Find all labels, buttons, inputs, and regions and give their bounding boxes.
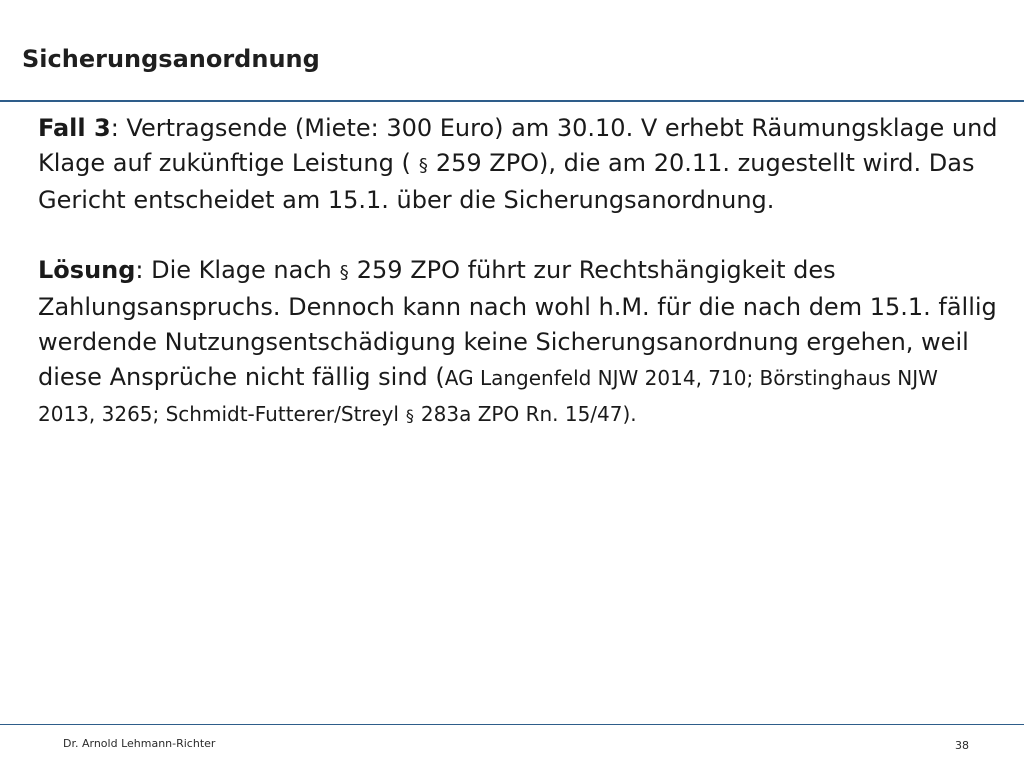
solution-label: Lösung bbox=[38, 256, 136, 284]
case-text-part-1: : Vertragsende (Miete: 300 Euro) am 30.10. V erhebt Räumungsklage und Klage auf zukünftige Leistung ( bbox=[38, 114, 998, 177]
case-paragraph bbox=[38, 111, 998, 218]
slide-body bbox=[38, 111, 998, 433]
case-label: Fall 3 bbox=[38, 114, 111, 142]
solution-text-part-1: : Die Klage nach bbox=[135, 256, 332, 284]
citation-part-1: AG Langenfeld NJW 2014, 710; Börstinghaus NJW 2013, 3265; Schmidt-Futterer/Streyl bbox=[38, 366, 938, 426]
title-divider bbox=[0, 100, 1024, 102]
citation-section-sign: § bbox=[405, 406, 414, 425]
page-number: 38 bbox=[955, 739, 969, 752]
citation-part-2: 283a ZPO Rn. 15/47 bbox=[420, 402, 623, 426]
section-sign: § bbox=[418, 155, 428, 176]
footer-divider bbox=[0, 724, 1024, 725]
slide-title: Sicherungsanordnung bbox=[22, 45, 320, 73]
solution-paragraph bbox=[38, 253, 998, 433]
footer-author: Dr. Arnold Lehmann-Richter bbox=[63, 737, 216, 750]
case-text-part-2: 259 ZPO), die am 20.11. zugestellt wird. Das Gericht entscheidet am 15.1. über die Sicherungsanordnung. bbox=[38, 149, 975, 214]
citation-closing: ). bbox=[622, 402, 637, 426]
section-sign: § bbox=[339, 262, 349, 283]
solution-text-part-2: 259 ZPO führt zur Rechtshängigkeit des Zahlungsanspruchs. Dennoch kann nach wohl h.M. für die nach dem 15.1. fällig werdende Nutzungsentschädigung keine Sicherungsanordnung ergehen, weil diese Ansprüche nicht fällig sind ( bbox=[38, 256, 997, 391]
